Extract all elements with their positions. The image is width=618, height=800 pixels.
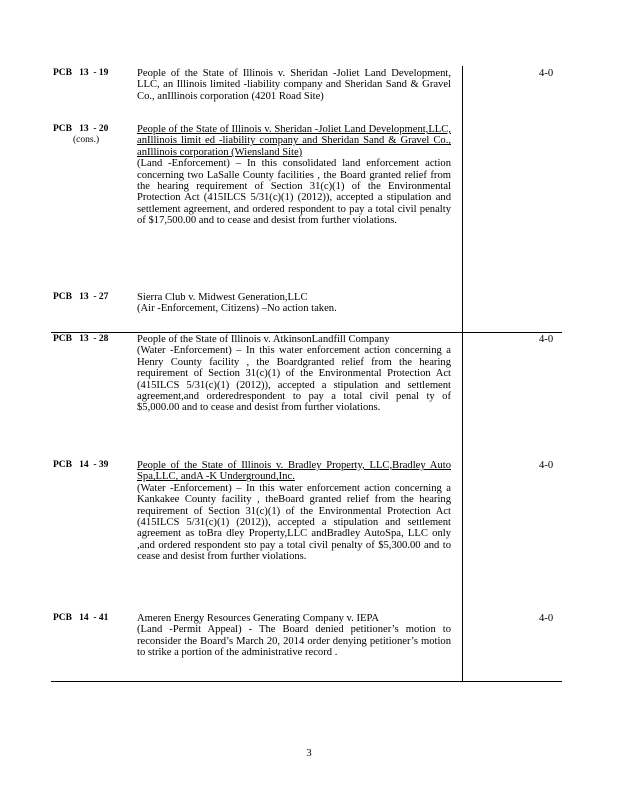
case-summary: (Land -Permit Appeal) - The Board denied petitioner’s motion to reconsider the Board’s March 20, 2014 order denying petitioner’s motion to strike a portion of the administrative record . xyxy=(137,624,451,659)
case-number: PCB 13 - 19 xyxy=(53,68,109,78)
case-summary: (Air -Enforcement, Citizens) –No action taken. xyxy=(137,303,337,315)
case-number: PCB 13 - 27 xyxy=(53,292,109,302)
case-number: PCB 14 - 41 xyxy=(53,613,109,623)
case-description xyxy=(137,68,451,102)
vote-tally: 4-0 xyxy=(539,68,554,79)
column-divider-upper xyxy=(462,66,463,332)
case-description xyxy=(137,334,451,414)
case-number: PCB 14 - 39 xyxy=(53,460,109,470)
case-number: PCB 13 - 28 xyxy=(53,334,109,344)
case-title: People of the State of Illinois v. Sheridan -Joliet Land Development, LLC, an Illinois limited -liability company and Sheridan Sand & Gravel Co., anIllinois corporation (4201 Road Site) xyxy=(137,68,451,102)
consolidated-label: (cons.) xyxy=(73,135,100,146)
case-description xyxy=(137,124,451,227)
row-divider xyxy=(51,332,562,333)
case-description xyxy=(137,292,451,315)
case-number: PCB 13 - 20 (cons.) xyxy=(53,124,133,147)
case-summary: (Water -Enforcement) – In this water enforcement action concerning a Henry County facility , the Boardgranted relief from the hearing requirement of Section 31(c)(1) of the Environmental Protection Act (415ILCS 5/31(c)(1) (2012)), accepted a stipulation and settlement agreement,and orderedrespondent to pay a total civil penal ty of $5,000.00 and to cease and desist from further violations. xyxy=(137,345,451,414)
case-title: Sierra Club v. Midwest Generation,LLC xyxy=(137,292,308,303)
case-title: People of the State of Illinois v. Bradley Property, LLC,Bradley Auto Spa,LLC, andA -K Underground,Inc. xyxy=(137,460,451,483)
case-summary: (Water -Enforcement) – In this water enforcement action concerning a Kankakee County facility , theBoard granted relief from the hearing requirement of Section 31(c)(1) of the Environmental Protection Act (415ILCS 5/31(c)(1) (2012)), accepted a stipulation and settlement agreement as toBra dley Property,LLC andBradley AutoSpa, LLC only ,and ordered respondent sto pay a total civil penalty of $5,300.00 and to cease and desist from further violations. xyxy=(137,482,451,563)
column-divider-lower xyxy=(462,332,463,682)
page-number: 3 xyxy=(306,748,312,759)
table-bottom-rule xyxy=(51,681,562,682)
vote-tally: 4-0 xyxy=(539,613,554,624)
case-description xyxy=(137,613,451,659)
case-description xyxy=(137,460,451,563)
case-title: People of the State of Illinois v. Sheridan -Joliet Land Development,LLC, anIllinois limit ed -liability company and Sheridan Sand & Gravel Co., anIllinois corporation (Wiensland Site) xyxy=(137,124,451,158)
case-summary: (Land -Enforcement) – In this consolidated land enforcement action concerning two LaSalle County facilities , the Board granted relief from the hearing requirement of Section 31(c)(1) of the Environmental Protection Act (415ILCS 5/31(c)(1) (2012)), accepted a stipulation and settlement agreement, and ordered respondent to pay a total civil penalty of $17,500.00 and to cease and desist from further violations. xyxy=(137,158,451,227)
case-title: Ameren Energy Resources Generating Company v. IEPA xyxy=(137,613,380,624)
case-title: People of the State of Illinois v. AtkinsonLandfill Company xyxy=(137,334,390,345)
vote-tally: 4-0 xyxy=(539,334,554,345)
vote-tally: 4-0 xyxy=(539,460,554,471)
